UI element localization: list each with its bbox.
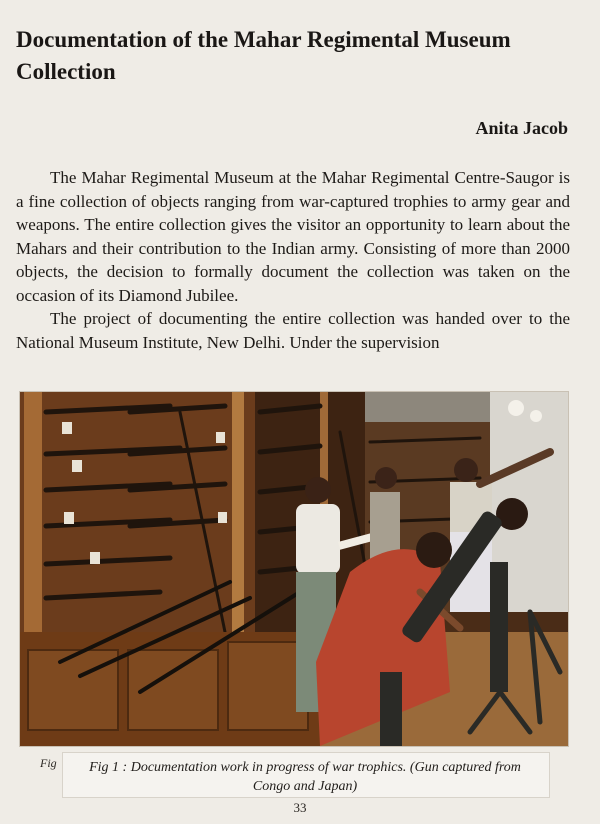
article-author: Anita Jacob — [475, 118, 568, 138]
museum-photo — [20, 392, 568, 746]
article-title: Documentation of the Mahar Regimental Museum Collection — [16, 27, 511, 84]
page-number: 33 — [293, 800, 307, 815]
figure-label: Fig — [40, 756, 57, 770]
body-paragraph: The project of documenting the entire collection was handed over to the National Museum Institute, New Delhi. Under the supervision — [16, 309, 570, 352]
article-body — [16, 166, 570, 354]
figure-caption: Fig 1 : Documentation work in progress of war trophics. (Gun captured from Congo and Japan) — [89, 760, 521, 794]
body-paragraph: The Mahar Regimental Museum at the Mahar Regimental Centre-Saugor is a fine collection of objects ranging from war-captured trophies to army gear and weapons. The entire collection gives the visitor an opportunity to learn about the Mahars and their contribution to the Indian army. Consisting of more than 2000 objects, the decision to formally document the collection was taken on the occasion of its Diamond Jubilee. — [16, 168, 570, 305]
museum-photo-illustration — [20, 392, 568, 746]
